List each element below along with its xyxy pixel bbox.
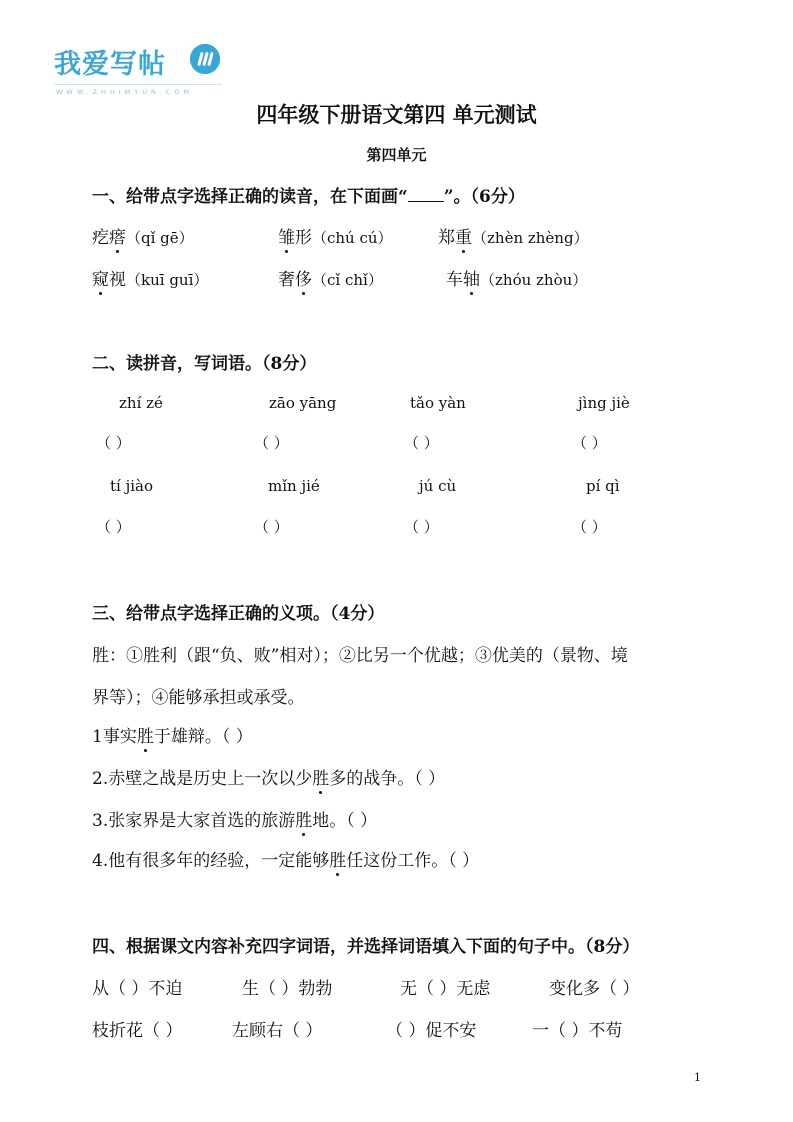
- section1-heading-start: 一、给带点字选择正确的读音，在下面画“: [92, 187, 408, 207]
- pinyin: pí qì: [586, 477, 620, 495]
- section4-heading: 四、根据课文内容补充四字词语，并选择词语填入下面的句子中。（8分）: [92, 937, 640, 957]
- dotted-char: 重: [455, 223, 472, 248]
- question-item: 2.赤壁之战是历史上一次以少胜多的战争。（ ）: [92, 764, 445, 789]
- section1-heading-end: ”。（6分）: [443, 187, 525, 207]
- logo-text: 我爱写帖: [54, 49, 166, 80]
- page-number: 1: [694, 1071, 701, 1084]
- pinyin: zāo yāng: [269, 394, 337, 412]
- idiom-blank[interactable]: 一（ ）不苟: [532, 1021, 623, 1041]
- dotted-char: 胜: [137, 722, 154, 747]
- dotted-char: 雏: [278, 223, 295, 248]
- pinyin: zhí zé: [119, 394, 163, 412]
- dotted-char: 胜: [329, 846, 346, 871]
- answer-bracket[interactable]: （ ）: [572, 434, 607, 452]
- dotted-char: 侈: [295, 265, 312, 290]
- question-item: 4.他有很多年的经验，一定能够胜任这份工作。（ ）: [92, 846, 479, 871]
- answer-bracket[interactable]: （ ）: [254, 434, 289, 452]
- definition-line-2: 界等）；④能够承担或承受。: [92, 688, 305, 708]
- section3-heading: 三、给带点字选择正确的义项。（4分）: [92, 604, 385, 624]
- idiom-blank[interactable]: 枝折花（ ）: [92, 1021, 183, 1041]
- logo-divider: [54, 84, 222, 85]
- pinyin: tí jiào: [110, 477, 154, 495]
- answer-underline: [408, 187, 444, 202]
- answer-bracket[interactable]: （ ）: [254, 518, 289, 536]
- question-item: 3.张家界是大家首选的旅游胜地。（ ）: [92, 806, 377, 831]
- idiom-blank[interactable]: 左顾右（ ）: [232, 1021, 323, 1041]
- s1-word-3: 郑重（zhèn zhèng）: [438, 223, 589, 248]
- dotted-char: 轴: [463, 265, 480, 290]
- logo-subtitle: WWW.ZHUIMYUN.COM: [56, 88, 194, 96]
- idiom-blank[interactable]: 从（ ）不迫: [92, 979, 183, 999]
- s1-word-6: 车轴（zhóu zhòu）: [446, 265, 587, 290]
- answer-bracket[interactable]: （ ）: [404, 518, 439, 536]
- idiom-blank[interactable]: 生（ ）勃勃: [242, 979, 333, 999]
- pinyin: tǎo yàn: [410, 394, 466, 412]
- dotted-char: 瘩: [109, 223, 126, 248]
- question-item: 1事实胜于雄辩。（ ）: [92, 722, 253, 747]
- logo-badge-icon: [190, 44, 220, 74]
- dotted-char: 胜: [295, 806, 312, 831]
- pinyin: mǐn jié: [268, 477, 320, 495]
- idiom-blank[interactable]: 无（ ）无虑: [400, 979, 491, 999]
- pinyin: jìng jiè: [578, 394, 630, 412]
- section2-heading: 二、读拼音，写词语。（8分）: [92, 354, 317, 374]
- page-title: 四年级下册语文第四 单元测试: [256, 102, 537, 127]
- dotted-char: 窥: [92, 265, 109, 290]
- s1-word-1: 疙瘩（qǐ gē）: [92, 223, 194, 248]
- s1-word-4: 窥视（kuī guī）: [92, 265, 208, 290]
- section1-heading: [92, 182, 525, 207]
- dotted-char: 胜: [312, 764, 329, 789]
- s1-word-5: 奢侈（cǐ chǐ）: [278, 265, 383, 290]
- answer-bracket[interactable]: （ ）: [572, 518, 607, 536]
- idiom-blank[interactable]: 变化多（ ）: [549, 979, 640, 999]
- definition-line-1: 胜：①胜利（跟“负、败”相对）；②比另一个优越；③优美的（景物、境: [92, 646, 628, 666]
- answer-bracket[interactable]: （ ）: [96, 434, 131, 452]
- idiom-blank[interactable]: （ ）促不安: [386, 1021, 477, 1041]
- logo-stripes-icon: [190, 44, 220, 74]
- s1-word-2: 雏形（chú cú）: [278, 223, 393, 248]
- answer-bracket[interactable]: （ ）: [96, 518, 131, 536]
- answer-bracket[interactable]: （ ）: [404, 434, 439, 452]
- page-subtitle: 第四单元: [366, 146, 427, 164]
- pinyin: jú cù: [419, 477, 457, 495]
